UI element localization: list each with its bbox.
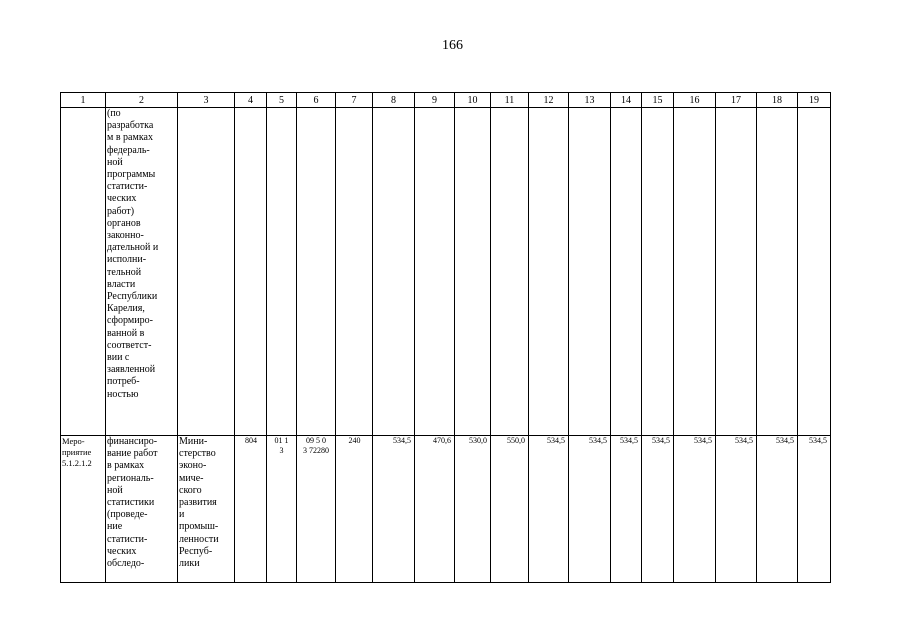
column-header: 8	[373, 93, 415, 108]
value-cell: 534,5	[798, 436, 831, 583]
column-header: 12	[529, 93, 569, 108]
table-cell	[455, 108, 491, 436]
value-cell: 534,5	[611, 436, 642, 583]
budget-table	[60, 92, 831, 583]
table-cell	[336, 108, 373, 436]
table-cell	[297, 108, 336, 436]
column-header: 18	[757, 93, 798, 108]
activity-code: Меро- приятие 5.1.2.1.2	[61, 436, 106, 583]
table-cell	[611, 108, 642, 436]
column-header: 6	[297, 93, 336, 108]
table-cell	[415, 108, 455, 436]
table-cell	[642, 108, 674, 436]
column-header: 7	[336, 93, 373, 108]
table-cell	[267, 108, 297, 436]
value-cell: 550,0	[491, 436, 529, 583]
code-cell: 09 5 0 3 72280	[297, 436, 336, 583]
activity-description: финансиро- вание работ в рамках региональ- ной статистики (проведе- ние статисти- ческих обследо-	[106, 436, 178, 583]
table-cell	[798, 108, 831, 436]
value-cell: 534,5	[716, 436, 757, 583]
table-cell	[178, 108, 235, 436]
value-cell: 470,6	[415, 436, 455, 583]
column-header: 14	[611, 93, 642, 108]
table-cell	[235, 108, 267, 436]
table-row	[61, 436, 831, 583]
activity-description-continued: (по разработка м в рамках федераль- ной программы статисти- ческих работ) органов законно- дательной и исполни- тельной власти Республики Карелия, сформиро- ванной в соответст- вии с заявленной потреб- ностью	[106, 108, 178, 436]
table-cell	[529, 108, 569, 436]
column-header: 19	[798, 93, 831, 108]
column-header: 3	[178, 93, 235, 108]
header-row	[61, 93, 831, 108]
value-cell: 534,5	[674, 436, 716, 583]
value-cell: 534,5	[569, 436, 611, 583]
column-header: 16	[674, 93, 716, 108]
value-cell: 534,5	[642, 436, 674, 583]
code-cell: 01 1 3	[267, 436, 297, 583]
column-header: 11	[491, 93, 529, 108]
table-row	[61, 108, 831, 436]
column-header: 13	[569, 93, 611, 108]
value-cell: 530,0	[455, 436, 491, 583]
value-cell: 534,5	[373, 436, 415, 583]
column-header: 9	[415, 93, 455, 108]
table-cell	[757, 108, 798, 436]
code-cell: 240	[336, 436, 373, 583]
column-header: 15	[642, 93, 674, 108]
table-cell	[674, 108, 716, 436]
value-cell: 534,5	[529, 436, 569, 583]
table-cell	[61, 108, 106, 436]
responsible-executor: Мини- стерство эконо- миче- ского развития и промыш- ленности Респуб- лики	[178, 436, 235, 583]
page-number: 166	[442, 38, 463, 53]
value-cell: 534,5	[757, 436, 798, 583]
column-header: 10	[455, 93, 491, 108]
table-cell	[716, 108, 757, 436]
column-header: 4	[235, 93, 267, 108]
table-cell	[373, 108, 415, 436]
column-header: 17	[716, 93, 757, 108]
column-header: 5	[267, 93, 297, 108]
column-header: 1	[61, 93, 106, 108]
code-cell: 804	[235, 436, 267, 583]
table-cell	[491, 108, 529, 436]
table-cell	[569, 108, 611, 436]
column-header: 2	[106, 93, 178, 108]
